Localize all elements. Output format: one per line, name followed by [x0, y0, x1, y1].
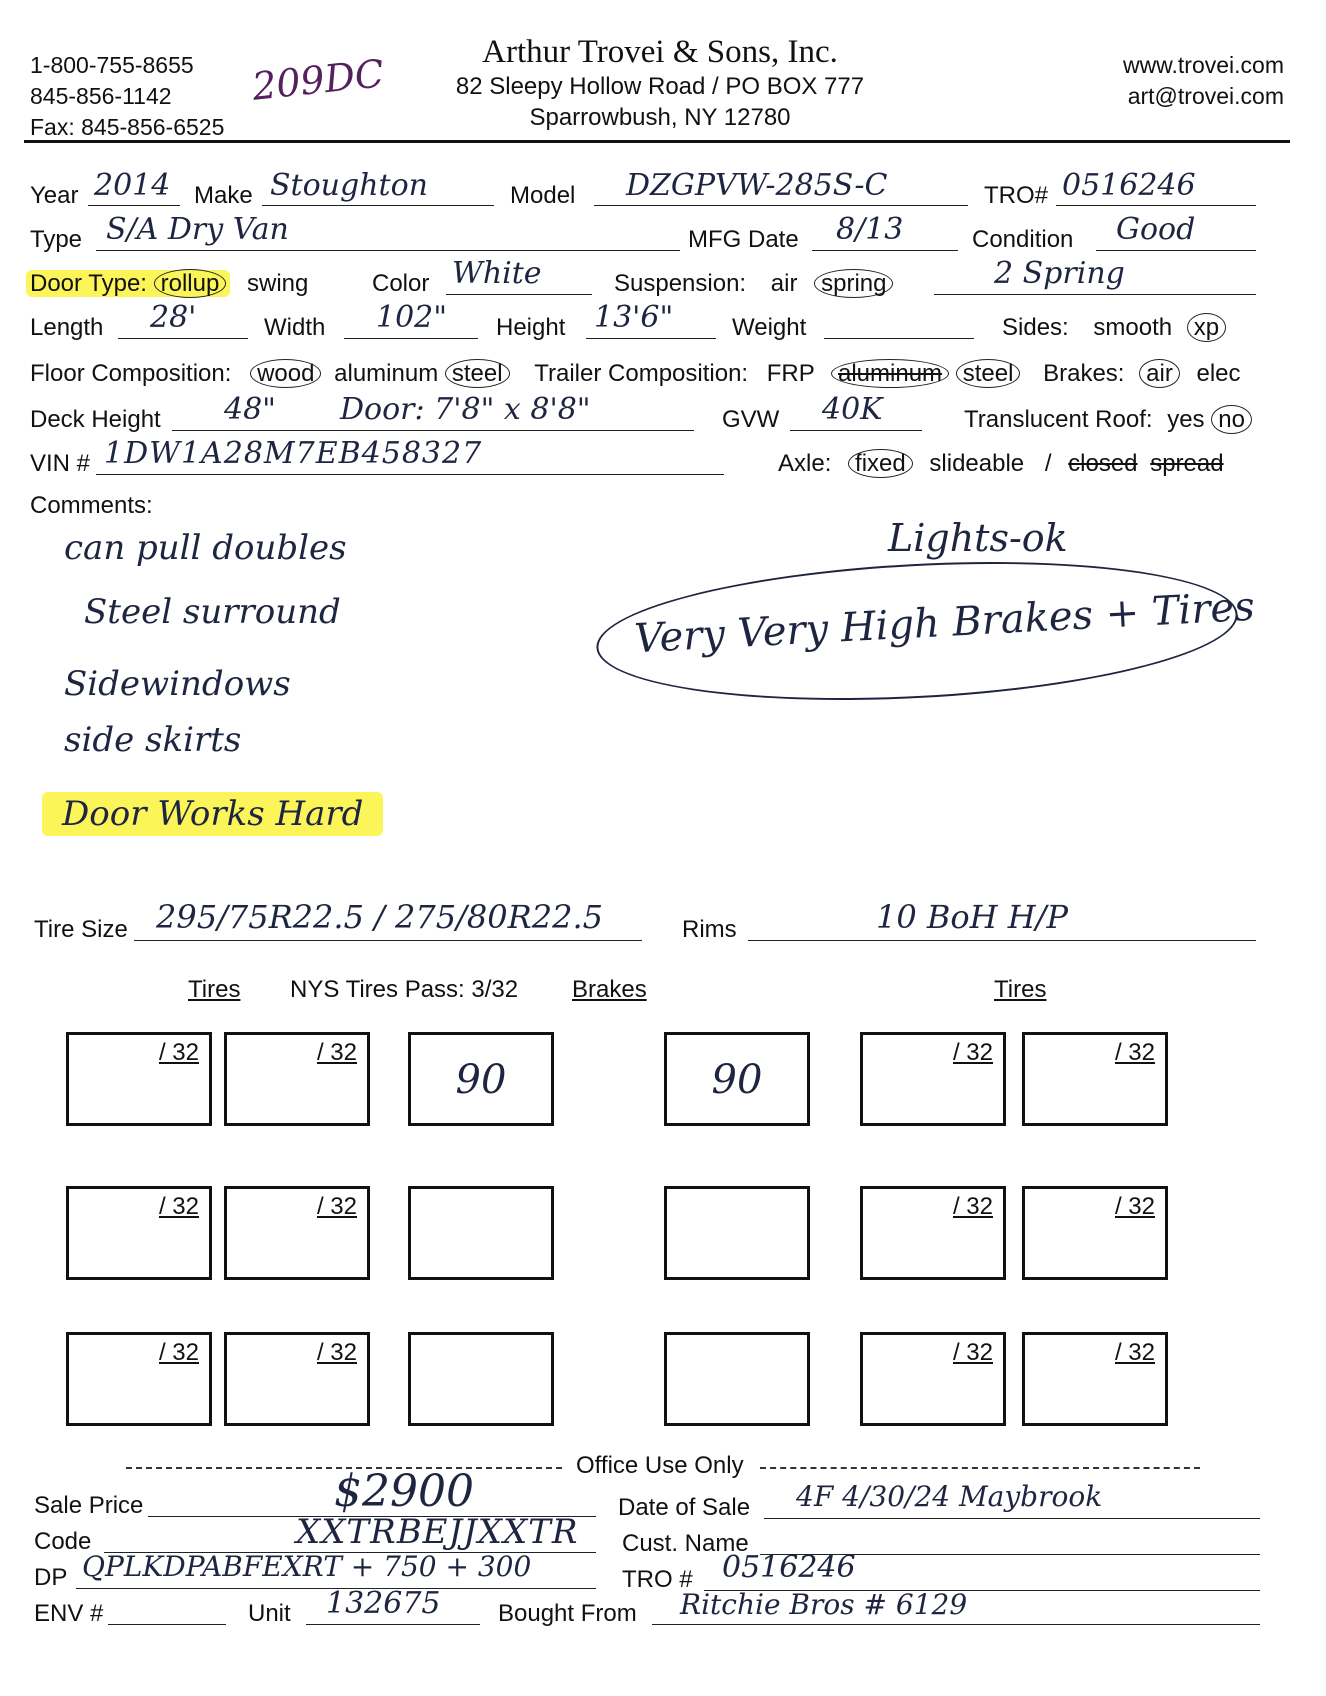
tire-size-value: 295/75R22.5 / 275/80R22.5	[156, 898, 603, 936]
company-name: Arthur Trovei & Sons, Inc.	[482, 34, 838, 70]
axle-slideable: slideable	[929, 450, 1025, 477]
rollup-option: rollup	[154, 269, 227, 298]
tro-label: TRO#	[984, 182, 1049, 209]
height-line	[586, 338, 716, 339]
roof-yes: yes	[1167, 406, 1205, 433]
phone-2: 845-856-1142	[30, 83, 172, 109]
handwritten-code: 209DC	[250, 51, 387, 109]
floor-comp-label: Floor Composition:	[30, 360, 232, 387]
roof-label: Translucent Roof:	[964, 406, 1153, 433]
vin-label: VIN #	[30, 450, 91, 477]
brake-box[interactable]	[408, 1032, 554, 1126]
brake-value: 90	[455, 1057, 507, 1103]
brakes-elec: elec	[1196, 360, 1241, 387]
tire-box[interactable]	[1022, 1186, 1168, 1280]
tire-box[interactable]	[860, 1186, 1006, 1280]
dp-label: DP	[34, 1564, 68, 1591]
unit-value: 132675	[326, 1586, 441, 1621]
model-line	[594, 205, 968, 206]
axle-label: Axle:	[778, 450, 832, 477]
make-line	[262, 205, 494, 206]
brake-value: 90	[711, 1057, 763, 1103]
dp-value: QPLKDPABFEXRT + 750 + 300	[82, 1550, 532, 1583]
fax-number: Fax: 845-856-6525	[30, 114, 225, 140]
year-line	[88, 205, 180, 206]
code-label: Code	[34, 1528, 92, 1555]
model-label: Model	[510, 182, 576, 209]
tire-fraction: / 32	[1114, 1193, 1155, 1220]
trailer-comp-label: Trailer Composition:	[534, 360, 749, 387]
tro2-value: 0516246	[722, 1550, 856, 1585]
office-dashes-right	[760, 1467, 1200, 1469]
rims-label: Rims	[682, 916, 737, 943]
brakes-label: Brakes:	[1043, 360, 1125, 387]
comment-lights: Lights-ok	[888, 516, 1068, 560]
suspension-label: Suspension:	[614, 270, 747, 297]
tires-left-header: Tires	[188, 976, 241, 1003]
rims-value: 10 BoH H/P	[876, 898, 1068, 936]
tire-box[interactable]	[224, 1186, 370, 1280]
sides-xp: xp	[1187, 313, 1226, 342]
floor-wood: wood	[250, 359, 321, 388]
tire-fraction: / 32	[316, 1193, 357, 1220]
door-type-highlight	[26, 270, 230, 297]
tire-fraction: / 32	[1114, 1039, 1155, 1066]
roof-group	[964, 406, 1252, 434]
tire-box[interactable]	[224, 1332, 370, 1426]
swing-option: swing	[247, 270, 309, 297]
brakes-header: Brakes	[572, 976, 647, 1003]
vin-value: 1DW1A28M7EB458327	[104, 436, 483, 471]
bought-from-line	[652, 1624, 1260, 1625]
tire-fraction: / 32	[158, 1039, 199, 1066]
brakes-air: air	[1139, 359, 1180, 388]
color-line	[446, 294, 592, 295]
gvw-line	[790, 430, 922, 431]
tire-fraction: / 32	[1114, 1339, 1155, 1366]
height-value: 13'6"	[594, 300, 674, 335]
tire-fraction: / 32	[952, 1339, 993, 1366]
header-company	[400, 34, 920, 133]
mfg-date-label: MFG Date	[688, 226, 799, 253]
comment-line-2: Steel surround	[84, 592, 341, 632]
tires-right-header: Tires	[994, 976, 1047, 1003]
tro2-label: TRO #	[622, 1566, 693, 1593]
type-line	[96, 250, 680, 251]
tire-fraction: / 32	[316, 1339, 357, 1366]
brake-box[interactable]	[408, 1332, 554, 1426]
trailer-frp: FRP	[766, 360, 815, 387]
length-label: Length	[30, 314, 104, 341]
brake-box[interactable]	[664, 1032, 810, 1126]
office-use-label: Office Use Only	[576, 1452, 744, 1479]
email: art@trovei.com	[1127, 83, 1284, 109]
mfg-date-line	[812, 250, 958, 251]
env-line	[108, 1624, 226, 1625]
brake-box[interactable]	[664, 1332, 810, 1426]
comment-highlight: Door Works Hard	[42, 792, 383, 836]
suspension-line	[934, 294, 1256, 295]
tire-size-label: Tire Size	[34, 916, 128, 943]
color-value: White	[452, 256, 542, 291]
axle-closed: closed	[1068, 450, 1138, 477]
sides-label: Sides:	[1002, 314, 1069, 341]
tire-box[interactable]	[66, 1186, 212, 1280]
floor-aluminum: aluminum	[334, 360, 439, 387]
bought-from-label: Bought From	[498, 1600, 637, 1627]
suspension-note: 2 Spring	[994, 256, 1125, 291]
comment-oval-text: Very Very High Brakes + Tires	[633, 583, 1256, 663]
make-value: Stoughton	[270, 168, 428, 203]
length-line	[118, 338, 248, 339]
tire-fraction: / 32	[952, 1039, 993, 1066]
condition-line	[1096, 250, 1256, 251]
phone-1: 1-800-755-8655	[30, 52, 194, 78]
tire-box[interactable]	[1022, 1032, 1168, 1126]
tire-box[interactable]	[1022, 1332, 1168, 1426]
tire-box[interactable]	[224, 1032, 370, 1126]
brake-box[interactable]	[664, 1186, 810, 1280]
company-address-2: Sparrowbush, NY 12780	[529, 104, 791, 131]
axle-group	[778, 450, 1224, 478]
tro-line	[1056, 205, 1256, 206]
brake-box[interactable]	[408, 1186, 554, 1280]
comments-label: Comments:	[30, 492, 153, 519]
gvw-value: 40K	[822, 392, 883, 427]
tire-box[interactable]	[66, 1332, 212, 1426]
website: www.trovei.com	[1122, 52, 1284, 78]
env-label: ENV #	[34, 1600, 104, 1627]
condition-label: Condition	[972, 226, 1074, 253]
comment-line-1: can pull doubles	[64, 528, 347, 568]
condition-value: Good	[1116, 212, 1196, 247]
tire-fraction: / 32	[952, 1193, 993, 1220]
year-value: 2014	[94, 168, 171, 203]
header-contact-left	[30, 50, 224, 143]
suspension-group	[614, 270, 893, 298]
vin-line	[96, 474, 724, 475]
sides-smooth: smooth	[1093, 314, 1173, 341]
color-label: Color	[372, 270, 430, 297]
tire-box[interactable]	[860, 1332, 1006, 1426]
weight-line	[824, 338, 974, 339]
company-address-1: 82 Sleepy Hollow Road / PO BOX 777	[455, 73, 865, 100]
model-value: DZGPVW-285S-C	[626, 168, 888, 203]
roof-no: no	[1211, 405, 1252, 434]
floor-steel: steel	[445, 359, 510, 388]
tro-value: 0516246	[1062, 168, 1196, 203]
unit-label: Unit	[248, 1600, 291, 1627]
gvw-label: GVW	[722, 406, 780, 433]
header-divider	[24, 140, 1290, 143]
sale-price-value: $2900	[334, 1466, 474, 1517]
bought-from-value: Ritchie Bros # 6129	[680, 1588, 968, 1621]
sides-group	[1002, 314, 1226, 342]
height-label: Height	[496, 314, 566, 341]
tire-box[interactable]	[860, 1032, 1006, 1126]
sale-price-label: Sale Price	[34, 1492, 144, 1519]
width-line	[344, 338, 478, 339]
suspension-air: air	[770, 270, 798, 297]
weight-label: Weight	[732, 314, 807, 341]
width-label: Width	[264, 314, 326, 341]
tire-fraction: / 32	[316, 1039, 357, 1066]
tire-size-line	[134, 940, 642, 941]
trailer-aluminum: aluminum	[831, 359, 949, 388]
deck-height-value: 48"	[224, 392, 276, 427]
type-label: Type	[30, 226, 83, 253]
axle-spread: spread	[1150, 450, 1224, 477]
tire-box[interactable]	[66, 1032, 212, 1126]
door-type-group	[26, 270, 308, 298]
nys-pass-note: NYS Tires Pass: 3/32	[290, 976, 519, 1003]
suspension-spring: spring	[814, 269, 893, 298]
trailer-steel: steel	[956, 359, 1021, 388]
year-label: Year	[30, 182, 79, 209]
type-value: S/A Dry Van	[106, 212, 289, 247]
deck-height-label: Deck Height	[30, 406, 161, 433]
header-contact-right	[1123, 50, 1284, 112]
door-type-label: Door Type:	[30, 270, 147, 297]
unit-line	[306, 1624, 480, 1625]
date-of-sale-label: Date of Sale	[618, 1494, 751, 1521]
comment-line-4: side skirts	[64, 720, 242, 760]
axle-fixed: fixed	[848, 449, 913, 478]
code-value: XXTRBEJJXXTR	[296, 1512, 579, 1552]
make-label: Make	[194, 182, 253, 209]
tire-fraction: / 32	[158, 1339, 199, 1366]
mfg-date-value: 8/13	[836, 212, 904, 247]
date-of-sale-line	[764, 1518, 1260, 1519]
tire-fraction: / 32	[158, 1193, 199, 1220]
cust-name-label: Cust. Name	[622, 1530, 749, 1557]
rims-line	[748, 940, 1256, 941]
composition-row	[30, 360, 1241, 388]
comment-line-3: Sidewindows	[64, 664, 291, 704]
length-value: 28'	[150, 300, 197, 335]
deck-height-line	[172, 430, 694, 431]
door-size-value: Door: 7'8" x 8'8"	[340, 392, 591, 427]
width-value: 102"	[376, 300, 448, 335]
date-of-sale-value: 4F 4/30/24 Maybrook	[796, 1480, 1103, 1513]
axle-slash: /	[1044, 450, 1052, 477]
